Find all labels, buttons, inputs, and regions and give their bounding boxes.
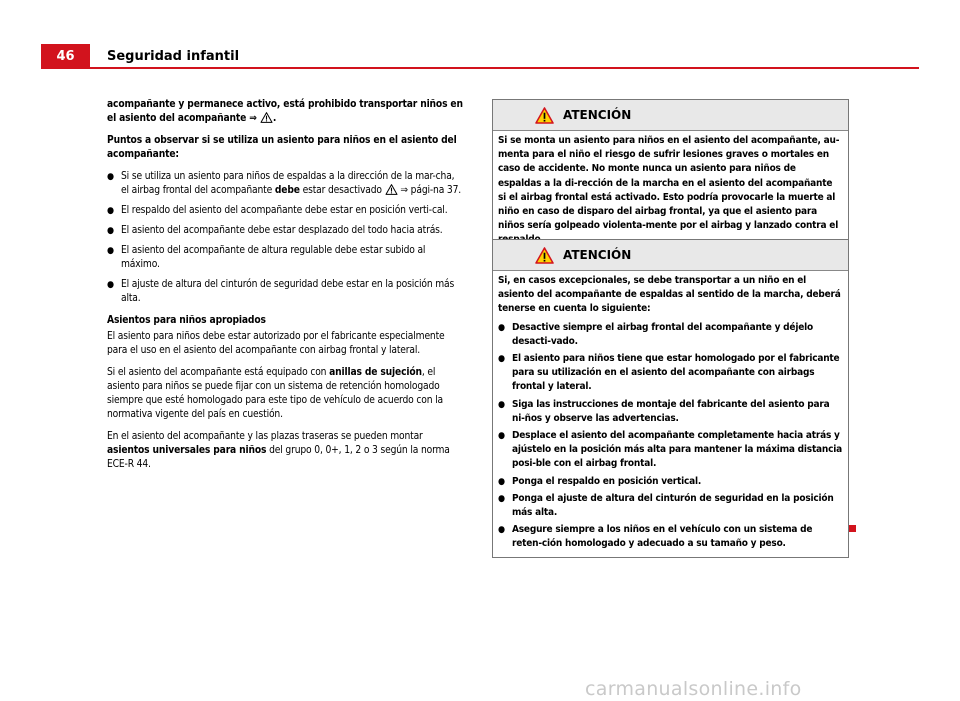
bullet-dot: ●: [107, 246, 114, 256]
section-title: Seguridad infantil: [107, 49, 240, 64]
list-item-text: El asiento del acompañante debe estar desplazado del todo hacia atrás.: [121, 225, 443, 236]
bullet1-text-mid: estar desactivado: [302, 185, 382, 196]
list-item: [498, 352, 842, 395]
para3-text-pre: En el asiento del acompañante y las plazas traseras se pueden montar: [107, 431, 423, 442]
list-item: [107, 224, 463, 238]
universal-seats-paragraph: [107, 430, 463, 472]
list-item-text: El asiento para niños tiene que estar homologado por el fabricante para su utilización en el asiento del acompañante con airbags frontal y lateral.: [512, 353, 840, 393]
para3-text-post: del grupo 0, 0+, 1, 2 o 3 según la norma ECE-R 44.: [107, 445, 450, 470]
main-text-column: [107, 98, 463, 480]
list-item: [498, 492, 842, 520]
bullet-dot: ●: [498, 493, 505, 504]
bullet-dot: ●: [498, 525, 505, 536]
bullet-dot: ●: [498, 399, 505, 410]
list-item-text: Siga las instrucciones de montaje del fabricante del asiento para ni-ños y observe las advertencias.: [512, 398, 830, 424]
intro-ref-arrow: ⇒: [249, 113, 257, 124]
section-end-marker: [849, 525, 856, 532]
list-item: [498, 398, 842, 426]
warning-intro: Si, en casos excepcionales, se debe transportar a un niño en el asiento del acompañante de espaldas al sentido de la marcha, deberá tenerse en cuenta lo siguiente:: [498, 275, 841, 315]
seats-paragraph: El asiento para niños debe estar autorizado por el fabricante especialmente para el uso en el asiento del acompañante con airbag frontal y lateral.: [107, 331, 445, 356]
list-item-text: Asegure siempre a los niños en el vehículo con un sistema de reten-ción homologado y adecuado a su tamaño y peso.: [512, 524, 813, 550]
warning-box: [492, 99, 849, 256]
list-item: [107, 244, 463, 272]
bullet1-text-pre: Si se utiliza un asiento para niños de espaldas a la dirección de la mar-cha, el airbag frontal del acompañante: [121, 171, 455, 196]
list-item: [107, 278, 463, 306]
list-item-text: El ajuste de altura del cinturón de seguridad debe estar en la posición más alta.: [121, 279, 455, 304]
warning-box-body: [493, 131, 848, 255]
list-item: [107, 170, 463, 198]
fixing-rings-paragraph: [107, 366, 463, 422]
warning-icon: [385, 184, 398, 195]
warning-box-header: [493, 240, 848, 271]
warning-title: ATENCIÓN: [563, 108, 632, 122]
bullet-dot: ●: [498, 431, 505, 442]
warning-title: ATENCIÓN: [563, 248, 632, 262]
bullet-dot: ●: [498, 322, 505, 333]
list-item-text: [121, 170, 463, 198]
bullet1-text-bold: debe: [274, 185, 300, 196]
warning-box: [492, 239, 849, 558]
watermark: carmanualsonline.info: [585, 678, 802, 700]
bullet-dot: ●: [498, 354, 505, 365]
intro-paragraph: acompañante y permanece activo, está prohibido transportar niños en el asiento del acompañante ⇒ .: [107, 99, 463, 124]
list-item-text: El asiento del acompañante de altura regulable debe estar subido al máximo.: [121, 245, 426, 270]
warning-triangle-icon: [535, 247, 554, 264]
header-divider: [41, 67, 919, 69]
list-item-text: Ponga el ajuste de altura del cinturón de seguridad en la posición más alta.: [512, 492, 834, 519]
warning-box-body: [493, 271, 848, 557]
warning-text: Si se monta un asiento para niños en el asiento del acompañante, au-menta para el niño el riesgo de sufrir lesiones graves o mortales en caso de accidente. No monte nunca un asiento para niños de espaldas a la di-rección de la marcha en el asiento del acompañante si el airbag frontal está activado. Esto podría provocarle la muerte al niño en caso de disparo del airbag frontal, ya que el asiento para niños sería golpeado violenta-mente por el airbag y lanzado contra el: [498, 135, 840, 232]
bullet-dot: ●: [107, 280, 114, 290]
warning-icon[interactable]: [260, 112, 273, 123]
list-item: [498, 523, 842, 551]
warning-triangle-icon: [535, 107, 554, 124]
intro-text: acompañante y permanece activo, está prohibido transportar niños en el asiento del acompañante: [107, 99, 463, 124]
bullet-dot: ●: [107, 172, 114, 182]
list-item-text: Ponga el respaldo en posición vertical.: [512, 475, 702, 487]
para2-text-post: , el asiento para niños se puede fijar con un sistema de retención homologado siempre que esté homologado para este tipo de vehículo de acuerdo con la normativa vigente del país en cuestión.: [107, 367, 444, 420]
para2-text-pre: Si el asiento del acompañante está equipado con: [107, 367, 327, 378]
warning-box-header: [493, 100, 848, 131]
list-item: [498, 475, 842, 489]
bullet-dot: ●: [107, 226, 114, 236]
para3-text-bold: asientos universales para niños: [107, 445, 267, 456]
list-item: [498, 321, 842, 349]
para2-text-bold: anillas de sujeción: [329, 367, 422, 378]
page-reference-link[interactable]: ⇒ pági-na 37.: [400, 185, 462, 196]
list-item-text: El respaldo del asiento del acompañante debe estar en posición verti-cal.: [121, 205, 448, 216]
list-item-text: Desactive siempre el airbag frontal del acompañante y déjelo desacti-vado.: [512, 321, 813, 347]
page-number: 46: [41, 44, 90, 69]
bullet-dot: ●: [498, 476, 505, 487]
seats-heading: Asientos para niños apropiados: [107, 315, 266, 326]
points-heading: Puntos a observar si se utiliza un asiento para niños en el asiento del acompañante:: [107, 135, 457, 160]
list-item: [498, 429, 842, 472]
bullet-dot: ●: [107, 206, 114, 216]
list-item-text: Desplace el asiento del acompañante completamente hacia atrás y ajústelo en la posición más alta para mantener la máxima distancia posi-ble con el airbag frontal.: [512, 430, 843, 470]
list-item: [107, 204, 463, 218]
